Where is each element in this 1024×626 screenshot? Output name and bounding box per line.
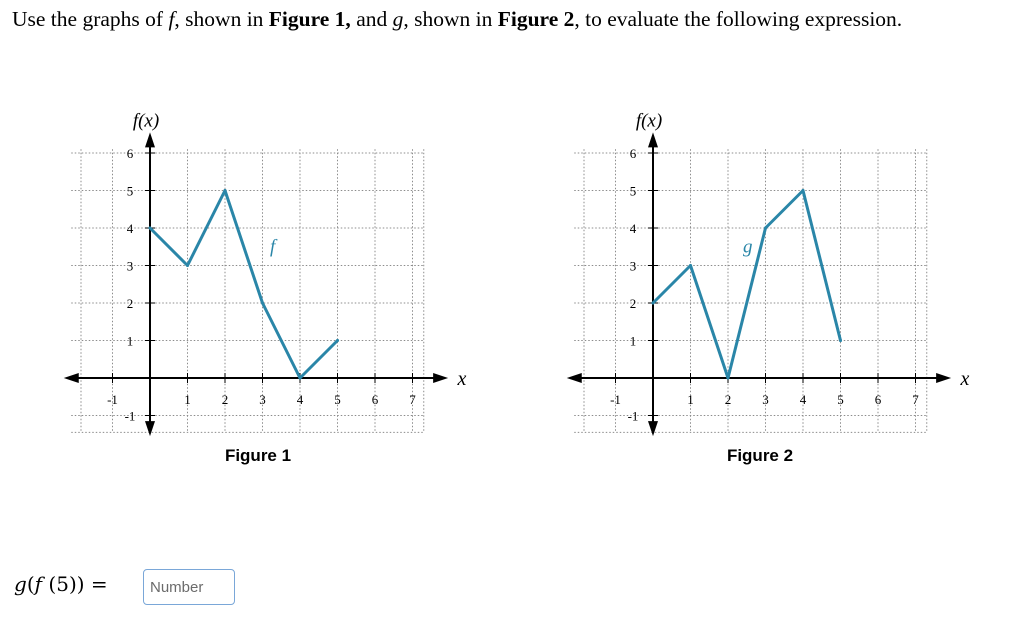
ticks: [610, 146, 919, 424]
data-point: [336, 339, 339, 342]
expr-open1: (: [26, 572, 35, 596]
prompt-f: f: [168, 7, 175, 31]
x-tick-label: 2: [724, 392, 732, 407]
prompt-text-3: and: [350, 7, 393, 31]
figure-2-svg: [563, 100, 983, 440]
y-axis-arrow-down: [648, 421, 658, 436]
x-tick-label: 2: [221, 392, 229, 407]
y-tick-label: 6: [126, 146, 134, 161]
prompt-text-1: Use the graphs of: [12, 7, 169, 31]
data-point: [224, 189, 227, 192]
y-axis-arrow-up: [648, 132, 658, 147]
prompt-text-4: , shown in: [403, 7, 498, 31]
y-tick-label: 2: [629, 296, 637, 311]
x-axis-label: x: [960, 368, 970, 390]
ticks: [107, 146, 416, 424]
y-axis-label: f(x): [635, 110, 663, 132]
curve-label: f: [270, 236, 276, 258]
y-tick-label: 5: [126, 183, 134, 199]
figure-2-caption: Figure 2: [726, 446, 794, 465]
expr-arg: 5: [56, 572, 69, 596]
data-point: [764, 227, 767, 230]
x-axis-arrow-left: [64, 373, 79, 383]
prompt-text-2: , shown in: [174, 7, 269, 31]
x-axis-arrow-right: [433, 373, 448, 383]
y-axis-arrow-up: [145, 132, 155, 147]
x-axis-label: x: [457, 368, 467, 390]
data-point: [652, 302, 655, 305]
y-tick-label: 5: [629, 183, 637, 199]
x-tick-label: 3: [259, 392, 266, 407]
figure-2-graph: [563, 100, 983, 440]
x-tick-label: 5: [334, 392, 341, 407]
expr-open2: (: [42, 572, 57, 596]
series-line: [653, 191, 841, 379]
data-point: [299, 377, 302, 380]
x-tick-label: 1: [687, 392, 694, 407]
prompt-figure2: Figure 2: [497, 7, 575, 31]
curve-label: g: [743, 236, 753, 258]
expr-g: g: [14, 572, 27, 596]
y-axis-label: f(x): [132, 110, 160, 132]
data-point: [727, 377, 730, 380]
y-tick-label: 2: [126, 296, 134, 311]
y-tick-label: 3: [126, 258, 134, 274]
data-point: [186, 264, 189, 267]
figure-1-svg: [60, 100, 480, 440]
figure-1-graph: [60, 100, 480, 440]
data-point: [839, 339, 842, 342]
x-tick-label: 3: [762, 392, 769, 407]
x-tick-label: -1: [107, 392, 118, 407]
y-axis-arrow-down: [145, 421, 155, 436]
answer-input[interactable]: [143, 569, 235, 605]
prompt-figure1: Figure 1,: [268, 7, 351, 31]
y-tick-label: 4: [126, 221, 134, 236]
expr-equals: =: [84, 572, 108, 596]
x-tick-label: 1: [184, 392, 191, 407]
y-tick-label: 6: [629, 146, 637, 161]
x-tick-label: -1: [610, 392, 621, 407]
figure-1-caption: Figure 1: [224, 446, 292, 465]
x-tick-label: 6: [371, 392, 379, 407]
y-tick-label: -1: [627, 408, 639, 424]
x-tick-label: 6: [874, 392, 882, 407]
expr-close: )): [68, 572, 85, 596]
x-tick-label: 7: [912, 392, 919, 407]
expr-f: f: [34, 572, 43, 596]
y-tick-label: -1: [124, 408, 136, 424]
prompt-text-5: , to evaluate the following expression.: [574, 7, 903, 31]
data-point: [261, 302, 264, 305]
x-tick-label: 5: [837, 392, 844, 407]
prompt-g: g: [392, 7, 404, 31]
series-line: [150, 191, 338, 379]
data-point: [802, 189, 805, 192]
axes: [567, 132, 951, 436]
data-point: [149, 227, 152, 230]
x-axis-arrow-left: [567, 373, 582, 383]
x-tick-label: 4: [799, 392, 807, 407]
y-tick-label: 4: [629, 221, 637, 236]
data-point: [689, 264, 692, 267]
question-prompt: [12, 4, 1012, 34]
x-axis-arrow-right: [936, 373, 951, 383]
expression: [14, 572, 108, 596]
x-tick-label: 7: [409, 392, 416, 407]
y-tick-label: 3: [629, 258, 637, 274]
y-tick-label: 1: [126, 333, 134, 349]
grid: [71, 149, 424, 432]
y-tick-label: 1: [629, 333, 637, 349]
x-tick-label: 4: [296, 392, 304, 407]
